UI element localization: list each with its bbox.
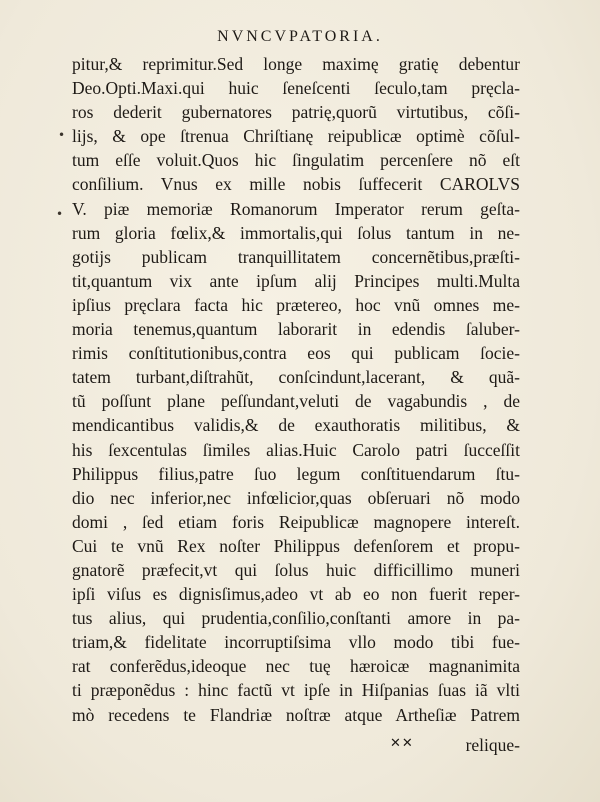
margin-mark: •: [56, 207, 64, 221]
text-line: gotijs publicam tranquillitatem concernẽtibus,præſti-: [72, 246, 520, 267]
text-line: mendicantibus validis,& de exauthoratis militibus, &: [72, 415, 520, 436]
running-head: NVNCVPATORIA.: [217, 28, 383, 45]
text-line: rum gloria fœlix,& immortalis,qui ſolus tantum in ne-: [72, 222, 520, 243]
text-line: tus alius, qui prudentia,conſilio,conſtanti amore in pa-: [72, 608, 520, 629]
text-line: conſilium. Vnus ex mille nobis ſuffecerit CAROLVS: [72, 174, 520, 195]
catch-row: [72, 735, 520, 759]
text-line: lijs, & ope ſtrenua Chriſtianę reipublicæ optimè cõſul-: [72, 126, 520, 147]
signature-mark: ✕✕: [390, 735, 414, 750]
text-line: domi , ſed etiam foris Reipublicæ magnopere intereſt.: [72, 511, 520, 532]
text-line: tatem turbant,diſtrahũt, conſcindunt,lacerant, & quã-: [72, 367, 520, 388]
text-line: Philippus filius,patre ſuo legum conſtituendarum ſtu-: [72, 463, 520, 484]
text-line: Deo.Opti.Maxi.qui huic ſeneſcenti ſeculo,tam pręcla-: [72, 78, 520, 99]
text-line: ipſius pręclara facta hic prætereo, hoc vnũ omnes me-: [72, 294, 520, 315]
text-line: V. piæ memoriæ Romanorum Imperator rerum geſta-: [72, 198, 520, 219]
text-line: moria tenemus,quantum laborarit in edendis ſaluber-: [72, 319, 520, 340]
text-line: pitur,& reprimitur.Sed longe maximę gratię debentur: [72, 54, 520, 74]
text-line: mò recedens te Flandriæ noſtræ atque Artheſiæ Patrem: [72, 704, 520, 725]
text-line: ros dederit gubernatores patrię,quorũ virtutibus, cõſi-: [72, 102, 520, 123]
text-line: tũ poſſunt plane peſſundant,veluti de vagabundis , de: [72, 391, 520, 412]
text-line: rimis conſtitutionibus,contra eos qui publicam ſocie-: [72, 343, 520, 364]
text-line: triam,& fidelitate incorruptiſsima vllo modo tibi fue-: [72, 632, 520, 653]
text-line: Cui te vnũ Rex noſter Philippus defenſorem et propu-: [72, 535, 520, 556]
text-line: his ſexcentulas ſimiles alias.Huic Carolo patri ſucceſſit: [72, 439, 520, 460]
margin-mark: •: [58, 128, 66, 142]
text-line: tum eſſe voluit.Quos hic ſingulatim percenſere nõ eſt: [72, 150, 520, 171]
text-line: rat conferẽdus,ideoque nec tuę hæroicæ magnanimita: [72, 656, 520, 677]
text-line: gnatorẽ præfecit,vt qui ſolus huic difficillimo muneri: [72, 559, 520, 580]
text-line: dio nec inferior,nec infœlicior,quas obſeruari nõ modo: [72, 487, 520, 508]
catchword: relique-: [465, 735, 520, 755]
text-line: ti præponẽdus : hinc factũ vt ipſe in Hiſpanias ſuas iã vlti: [72, 680, 520, 701]
text-line: tit,quantum vix ante ipſum alij Principes multi.Multa: [72, 270, 520, 291]
body-text: [72, 52, 520, 727]
text-line: ipſi viſus es dignisſimus,adeo vt ab eo non fuerit reper-: [72, 584, 520, 605]
